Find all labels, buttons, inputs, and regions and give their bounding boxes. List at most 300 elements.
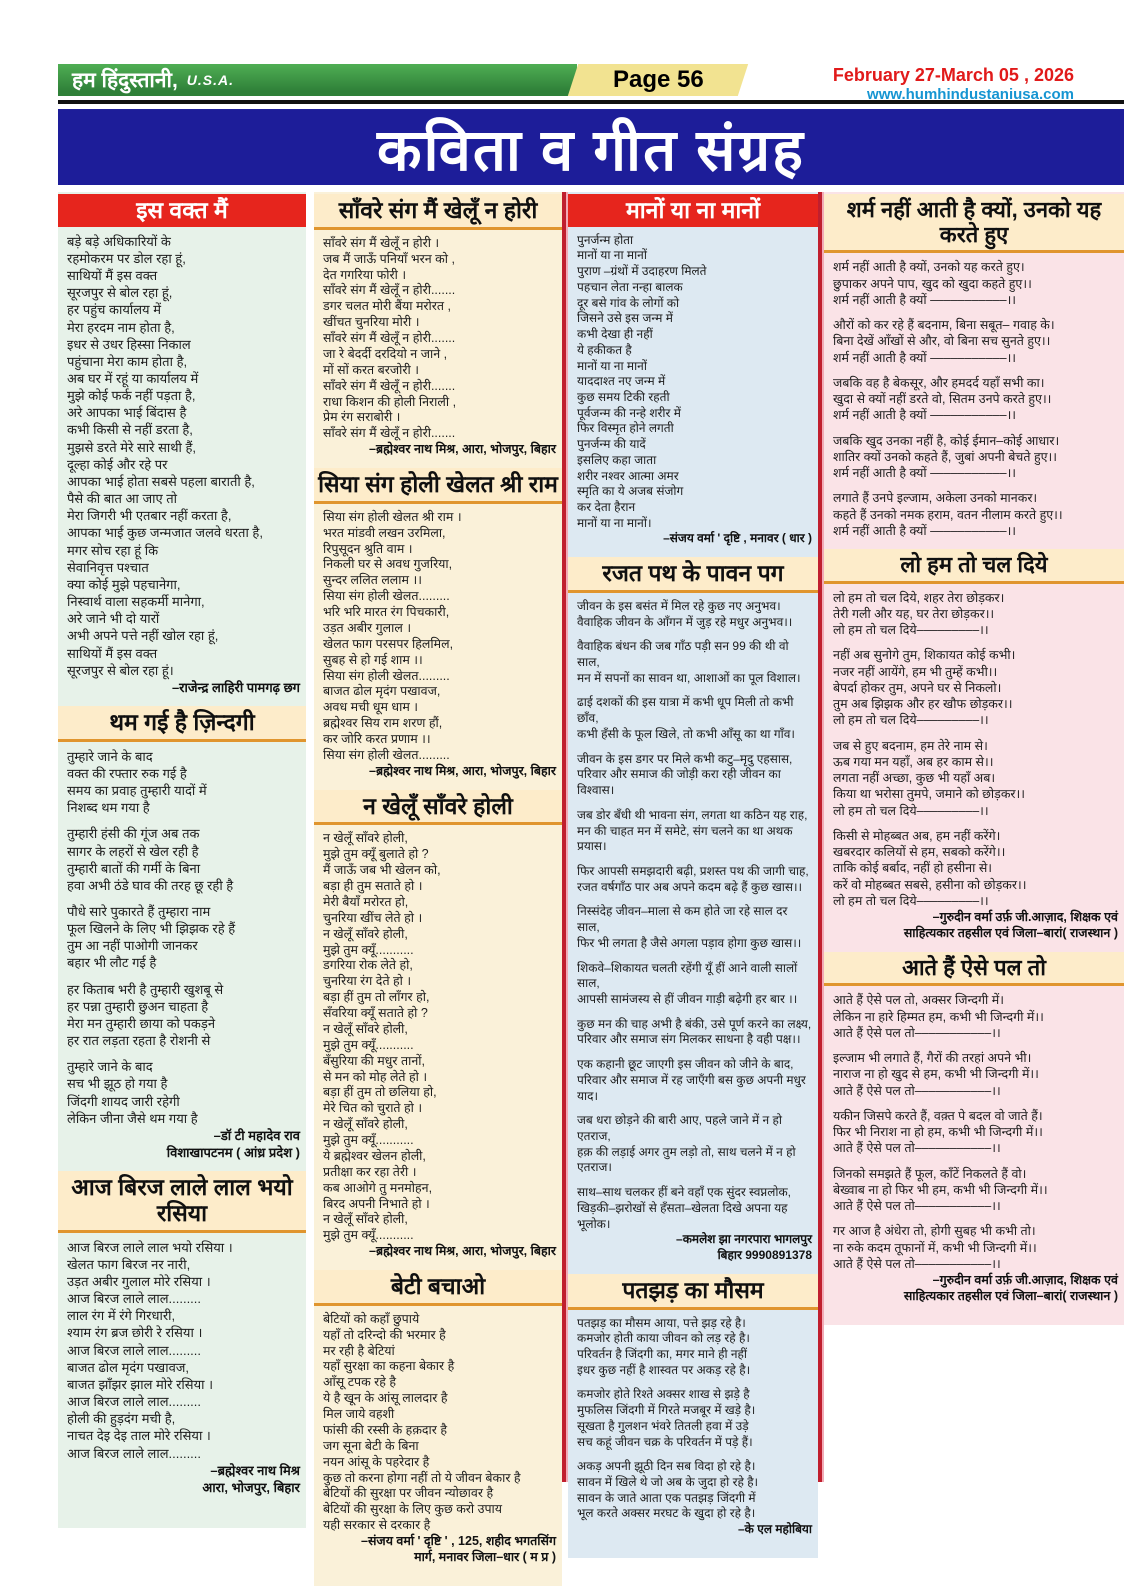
poem-line: साँवरे संग मैं खेलूँ न होरी । bbox=[323, 235, 440, 250]
poem-line: हर पन्ना तुम्हारी छुअन चाहता है bbox=[67, 998, 209, 1014]
poem-line: सिया संग होली खेलत......... bbox=[323, 747, 450, 762]
poem-line: अकड़ अपनी झूठी दिन सब विदा हो रहे है। bbox=[577, 1459, 756, 1474]
masthead-title: हम हिंदुस्तानी, bbox=[72, 69, 178, 92]
poem-title: लो हम तो चल दिये bbox=[824, 549, 1124, 584]
poem-line: सिया संग होली खेलत श्री राम । bbox=[323, 509, 462, 524]
poem-line: न खेलूँ साँवरे होली, bbox=[323, 1212, 408, 1227]
poem-line: खेलत फाग परसपर हिलमिल, bbox=[323, 636, 454, 651]
poem-line: इधर कुछ नहीं है शास्वत पर अकड़ रहे है। bbox=[577, 1362, 751, 1377]
column-2 bbox=[314, 192, 562, 1586]
poem-line: ढाई दशकों की इस यात्रा में कभी धूप मिली तो कभी छाँव, bbox=[577, 695, 794, 726]
poem-line: डगरिया रोक लेते हो, bbox=[323, 958, 413, 973]
poem-line: निस्संदेह जीवन–माला से कम होते जा रहे साल दर साल, bbox=[577, 904, 788, 935]
poem-line: शर्म नहीं आती है क्यों –––––––––––।। bbox=[833, 292, 1017, 307]
stanza-break bbox=[833, 819, 1118, 828]
poem-line: सच भी झूठ हो गया है bbox=[67, 1076, 168, 1092]
poem-line: बेख्वाब ना हो फिर भी हम, कभी भी जिन्दगी में।। bbox=[833, 1182, 1048, 1197]
section-title-banner bbox=[58, 109, 1124, 185]
poem-line: बड़ा हीं तुम तो लाँगर हो, bbox=[323, 990, 430, 1005]
poem-author: –ब्रह्मेश्वर नाथ मिश्र, आरा, भोजपुर, बिहार bbox=[369, 1244, 556, 1259]
poem-line: पुनर्जन्म होता bbox=[577, 232, 634, 247]
stanza-break bbox=[833, 1214, 1118, 1223]
poem-title: पतझड़ का मौसम bbox=[568, 1274, 818, 1310]
poem-line: मुझे तुम क्यूँ........... bbox=[323, 1037, 414, 1052]
poem-line: हवा अभी ठंडे घाव की तरह छू रही है bbox=[67, 877, 234, 893]
poem-line: रिपुसूदन श्रुति वाम । bbox=[323, 541, 413, 556]
poem-line: शरीर नश्वर आत्मा अमर bbox=[577, 468, 679, 483]
poem-line: समय का प्रवाह तुम्हारी यादों में bbox=[67, 783, 207, 799]
stanza-break bbox=[833, 1157, 1118, 1166]
poem-line: उड़त अबीर गुलाल । bbox=[323, 620, 412, 635]
poem-line: डगर चलत मोरी बैंया मरोरत , bbox=[323, 299, 451, 314]
poem-line: तुम्हारे जाने के बाद bbox=[67, 1059, 153, 1075]
poem-line: खिड़की–झरोखों से हँसता–खेलता दिखे अपना यह भूलोक। bbox=[577, 1200, 788, 1231]
poem-line: लगाते हैं उनपे इल्जाम, अकेला उनको मानकर। bbox=[833, 491, 1038, 506]
poem-line: किया था भरोसा तुमपे, जमाने को छोड़कर।। bbox=[833, 787, 1026, 802]
poem-line: आज बिरज लाले लाल भयो रसिया । bbox=[67, 1239, 233, 1255]
poem-line: देत गगरिया फोरी । bbox=[323, 267, 407, 282]
poem-line: आते हैं ऐसे पल तो–––––––––––।। bbox=[833, 1199, 1001, 1213]
poem-line: अब घर में रहूं या कार्यालय में bbox=[67, 371, 199, 386]
poem-line: निकली घर से अवध गुजरिया, bbox=[323, 557, 453, 572]
poem-line: इसलिए कहा जाता bbox=[577, 452, 657, 467]
poem-line: शर्म नहीं आती है क्यों, उनको यह करते हुए। bbox=[833, 260, 1025, 275]
poem-line: आपसी सामंजस्य से हीं जीवन गाड़ी बढ़ेगी हर बार ।। bbox=[577, 991, 798, 1006]
poem-title: रजत पथ के पावन पग bbox=[568, 557, 818, 593]
stanza-break bbox=[833, 308, 1118, 317]
poem-author: –गुरुदीन वर्मा उर्फ़ जी.आज़ाद, शिक्षक एवं bbox=[932, 910, 1118, 925]
poem-line: मों सों करत बरजोरी । bbox=[323, 362, 419, 377]
poem-line: बेटियों की सुरक्षा पर जीवन न्योछावर है bbox=[323, 1486, 494, 1501]
poem-line: आँसू टपक रहे है bbox=[323, 1375, 397, 1390]
poem-line: फूल खिलने के लिए भी झिझक रहे हैं bbox=[67, 921, 236, 937]
poem-line: साँवरे संग मैं खेलूँ न होरी....... bbox=[323, 331, 456, 345]
page-number-badge bbox=[568, 64, 748, 96]
poem-line: मेरे चित को चुराते हो । bbox=[323, 1101, 423, 1116]
poem-author: साहित्यकार तहसील एवं जिला–बारां( राजस्थान ) bbox=[903, 1289, 1118, 1304]
poem-title: बेटी बचाओ bbox=[314, 1270, 562, 1306]
poem-line: शर्म नहीं आती है क्यों –––––––––––।। bbox=[833, 523, 1017, 538]
poem-line: तुम्हारी बातों की गर्मी के बिना bbox=[67, 860, 201, 876]
poem-line: सावन के जाते आता एक पतझड़ जिंदगी में bbox=[577, 1490, 756, 1505]
poem-line: पुराण –ग्रंथों में उदाहरण मिलते bbox=[577, 264, 707, 279]
poem-line: साथियों मैं इस वक्त bbox=[67, 268, 158, 284]
poem-line: जबकि खुद उनका नहीं है, कोई ईमान–कोई आधार। bbox=[833, 433, 1060, 448]
poem-line: चुनरिया खींच लेते हो । bbox=[323, 910, 423, 925]
poem-author: –ब्रह्मेश्वर नाथ मिश्र, आरा, भोजपुर, बिहार bbox=[369, 442, 556, 457]
poem-line: बड़ा हीं तुम तो छलिया हो, bbox=[323, 1085, 437, 1100]
poem-body bbox=[568, 597, 818, 1272]
poem-line: पैसे की बात आ जाए तो bbox=[67, 491, 178, 507]
poem-body bbox=[314, 508, 562, 788]
poem-line: कुछ समय टिकी रहती bbox=[577, 389, 670, 404]
poem-line: कब आओगे तु मनमोहन, bbox=[323, 1180, 433, 1195]
poem-line: सँवरिया क्यूँ सताते हो ? bbox=[323, 1006, 428, 1020]
poem-body bbox=[824, 257, 1124, 547]
poem-line: यहाँ तो दरिन्दो की भरमार है bbox=[323, 1327, 446, 1342]
poem-line: लो हम तो चल दिये–––––––––।। bbox=[833, 803, 989, 818]
poem-line: राधा किशन की होली निराली , bbox=[323, 394, 457, 409]
stanza-break bbox=[67, 816, 300, 825]
poem-line: कभी हँसी के फूल खिले, तो कभी आँसू का था गाँव। bbox=[577, 726, 795, 741]
poem-line: फिर भी लगता है जैसे अगला पड़ाव होगा कुछ खास।। bbox=[577, 935, 802, 950]
poem-line: वैवाहिक बंधन की जब गाँठ पड़ी सन 99 की थी वो साल, bbox=[577, 639, 789, 670]
poem-line: अभी अपने पत्ते नहीं खोल रहा हूं, bbox=[67, 628, 219, 644]
poem-body bbox=[568, 1314, 818, 1546]
poem-line: जग सूना बेटी के बिना bbox=[323, 1438, 419, 1453]
page-number-label: Page 56 bbox=[612, 66, 704, 93]
poem-line: जब धरा छोड़ने की बारी आए, पहले जाने में न हो एतराज, bbox=[577, 1113, 782, 1143]
poem-line: जिनको समझते हैं फूल, काँटें निकलते हैं वो। bbox=[833, 1166, 1027, 1181]
poem-body bbox=[568, 231, 818, 555]
poem-line: मेरा हरदम नाम होता है, bbox=[67, 319, 175, 335]
poem-line: मन में सपनों का सावन था, आशाओं का पूल विशाल। bbox=[577, 670, 801, 685]
website-link[interactable]: www.humhindustaniusa.com bbox=[867, 85, 1074, 103]
poem-line: शर्म नहीं आती है क्यों –––––––––––।। bbox=[833, 350, 1017, 365]
poem-author: –डॉ टी महादेव राव bbox=[213, 1127, 300, 1143]
poem-line: निस्वार्थ वाला सहकर्मी मानेगा, bbox=[67, 594, 205, 610]
poem-line: लो हम तो चल दिये–––––––––।। bbox=[833, 893, 989, 908]
poem-line: बेपर्दा होकर तुम, अपने घर से निकलो। bbox=[833, 680, 1002, 695]
stanza-break bbox=[577, 1176, 812, 1185]
poem-body bbox=[824, 990, 1124, 1312]
poem-line: मुझसे डरते मेरे सारे साथी हैं, bbox=[67, 439, 197, 455]
section-title: कविता व गीत संग्रह bbox=[377, 117, 805, 183]
poem-line: बड़ा ही तुम सताते हो । bbox=[323, 879, 423, 893]
poem-line: बिरद अपनी निभाते हो । bbox=[323, 1196, 430, 1211]
poem-line: प्रतीक्षा कर रहा तेरी । bbox=[323, 1164, 417, 1179]
poem-line: न खेलूँ साँवरे होली, bbox=[323, 1117, 408, 1132]
poem-line: तुम आ नहीं पाओगी जानकर bbox=[67, 938, 198, 954]
poem-line: साथ–साथ चलकर हीं बने वहाँ एक सुंदर स्वप्नलोक, bbox=[577, 1185, 792, 1200]
poem-line: सुबह से हो गई शाम ।। bbox=[323, 652, 423, 667]
poem-line: आते हैं ऐसे पल तो–––––––––––।। bbox=[833, 1025, 1001, 1040]
stanza-break bbox=[577, 799, 812, 808]
poem-line: जीवन के इस डगर पर मिले कभी कटु–मृदु एहसास, bbox=[577, 751, 793, 766]
poem-line: पौधे सारे पुकारते हैं तुम्हारा नाम bbox=[67, 903, 211, 919]
poem-line: जब डोर बँधी थी भावना संग, लगता था कठिन यह राह, bbox=[577, 807, 808, 822]
poem-line: मुझे तुम क्यूँ........... bbox=[323, 1228, 414, 1243]
poem-line: श्याम रंग ब्रज छोरी रे रसिया । bbox=[67, 1325, 203, 1341]
poem-line: आते हैं ऐसे पल तो–––––––––––।। bbox=[833, 1141, 1001, 1156]
poem-line: लो हम तो चल दिये, शहर तेरा छोड़कर। bbox=[833, 590, 1005, 605]
poem-line: सच कहूं जीवन चक्र के परिवर्तन में पड़े हैं। bbox=[577, 1434, 753, 1449]
poem-line: लगता नहीं अच्छा, कुछ भी यहाँ अब। bbox=[833, 771, 996, 786]
poem-author: साहित्यकार तहसील एवं जिला–बारां( राजस्थान ) bbox=[903, 926, 1118, 941]
stanza-break bbox=[833, 1099, 1118, 1108]
poem-author: –ब्रह्मेश्वर नाथ मिश्र bbox=[210, 1462, 300, 1478]
stanza-break bbox=[577, 1048, 812, 1057]
poem-line: आते हैं ऐसे पल तो–––––––––––।। bbox=[833, 1083, 1001, 1098]
poem-line: मुफलिस जिंदगी में गिरते मजबूर में खड़े है। bbox=[577, 1403, 756, 1418]
poem-line: खेलत फाग बिरज नर नारी, bbox=[67, 1256, 191, 1272]
poem-line: जब मैं जाऊँ पनियाँ भरन को , bbox=[323, 251, 455, 266]
poem-line: कभी देखा ही नहीं bbox=[577, 327, 653, 342]
columns-area bbox=[0, 185, 1135, 1586]
poem-line: मन की चाहत मन में समेटे, संग चलने का था अथक प्रयास। bbox=[577, 823, 793, 854]
poem-title: मानों या ना मानों bbox=[568, 194, 818, 227]
poem-line: बाजत ढोल मृदंग पखावज, bbox=[323, 684, 441, 699]
masthead-banner bbox=[58, 64, 577, 96]
poem-line: मुझे तुम क्यूँ........... bbox=[323, 1133, 414, 1147]
poem-line: सिया संग होली खेलत......... bbox=[323, 589, 450, 604]
poem-line: न खेलूँ साँवरे होली, bbox=[323, 831, 408, 846]
poem-line: साथियों मैं इस वक्त bbox=[67, 645, 158, 661]
poem-line: लेकिन जीना जैसे थम गया है bbox=[67, 1110, 198, 1126]
poem-line: खुदा से क्यों नहीं डरते वो, सितम उनपे करते हुए।। bbox=[833, 392, 1052, 406]
poem-line: मिल जाये वहशी bbox=[323, 1407, 395, 1421]
poem-line: आपका भाई कुछ जन्मजात जलवे धरता है, bbox=[67, 525, 263, 541]
poem-body bbox=[58, 746, 306, 1169]
poem-author: आरा, भोजपुर, बिहार bbox=[202, 1479, 300, 1495]
poem-line: लेकिन ना हारे हिम्मत हम, कभी भी जिन्दगी में।। bbox=[833, 1009, 1044, 1024]
poem-author: –गुरुदीन वर्मा उर्फ़ जी.आज़ाद, शिक्षक एवं bbox=[932, 1273, 1118, 1287]
poem-line: नाराज ना हो खुद से हम, कभी भी जिन्दगी में।। bbox=[833, 1067, 1039, 1082]
poem-line: न खेलूँ साँवरे होली, bbox=[323, 1021, 408, 1036]
masthead-row bbox=[58, 64, 1124, 103]
poem-line: कुछ मन की चाह अभी है बंकी, उसे पूर्ण करने का लक्ष्य, bbox=[577, 1016, 812, 1031]
poem-line: उड़त अबीर गुलाल मोरे रसिया । bbox=[67, 1273, 211, 1289]
stanza-break bbox=[67, 972, 300, 981]
poem-line: यही सरकार से दरकार है bbox=[323, 1518, 431, 1533]
poem-line: पूर्वजन्म की नन्हे शरीर में bbox=[577, 405, 681, 420]
column-1 bbox=[58, 192, 306, 1528]
poem-line: अरे जाने भी दो यारों bbox=[67, 611, 160, 627]
poem-title: शर्म नहीं आती है क्यों, उनको यह करते हुए bbox=[824, 194, 1124, 253]
poem-author: –संजय वर्मा ' दृष्टि ' , 125, शहीद भगतसिंग bbox=[361, 1534, 556, 1548]
poem-line: दूल्हा कोई और रहे पर bbox=[67, 456, 168, 472]
poem-line: चुनरिया रंग देते हो । bbox=[323, 974, 412, 989]
poem-line: आज बिरज लाले लाल......... bbox=[67, 1394, 202, 1410]
stanza-break bbox=[577, 630, 812, 639]
poem-line: अरे आपका भाई बिंदास है bbox=[67, 405, 187, 421]
poem-line: बहार भी लौट गई है bbox=[67, 955, 157, 971]
poem-line: नहीं अब सुनोगे तुम, शिकायत कोई कभी। bbox=[833, 648, 1016, 663]
poem-line: आते हैं ऐसे पल तो–––––––––––।। bbox=[833, 1256, 1001, 1271]
poem-title: साँवरे संग मैं खेलूँ न होरी bbox=[314, 194, 562, 230]
poem-line: फिर भी निराश ना हो हम, कभी भी जिन्दगी में।। bbox=[833, 1125, 1043, 1139]
poem-line: परिवर्तन है जिंदगी का, मगर माने ही नहीं bbox=[577, 1346, 748, 1361]
poem-line: कुछ तो करना होगा नहीं तो ये जीवन बेकार है bbox=[323, 1470, 521, 1485]
stanza-break bbox=[833, 366, 1118, 375]
poem-line: लो हम तो चल दिये–––––––––।। bbox=[833, 623, 989, 638]
poem-line: पतझड़ का मौसम आया, पत्ते झड़ रहे है। bbox=[577, 1315, 746, 1330]
poem-line: कभी किसी से नहीं डरता है, bbox=[67, 422, 193, 438]
column-3 bbox=[568, 192, 818, 1558]
stanza-break bbox=[577, 1378, 812, 1387]
poem-line: दूर बसे गांव के लोगों को bbox=[577, 295, 680, 310]
poem-title: आज बिरज लाले लाल भयो रसिया bbox=[58, 1171, 306, 1233]
poem-body bbox=[58, 1237, 306, 1504]
poem-body bbox=[314, 234, 562, 466]
poem-line: किसी से मोहब्बत अब, हम नहीं करेंगे। bbox=[833, 828, 1001, 843]
poem-line: होली की हुड़दंग मची है, bbox=[67, 1411, 176, 1427]
poem-line: वैवाहिक जीवन के आँगन में जुड़ रहे मधुर अनुभव।। bbox=[577, 614, 793, 629]
poem-body bbox=[314, 829, 562, 1268]
poem-line: ऊब गया मन यहाँ, अब हर काम से।। bbox=[833, 754, 994, 769]
poem-line: कमजोर होती काया जीवन को लड़ रहे है। bbox=[577, 1331, 750, 1346]
poem-line: गर आज है अंधेरा तो, होगी सुबह भी कभी तो। bbox=[833, 1224, 1036, 1239]
poem-line: फिर विस्मृत होने लगती bbox=[577, 421, 674, 436]
poem-line: रहमोकरम पर डोल रहा हूं, bbox=[67, 250, 186, 266]
poem-line: बाजत ढोल मृदंग पखावज, bbox=[67, 1359, 190, 1375]
poem-line: खबरदार कलियों से हम, सबको करेंगे।। bbox=[833, 845, 1006, 860]
poem-line: परिवार और समाज की जोड़ी करा रही जीवन का विश्वास। bbox=[577, 767, 781, 798]
poem-title: थम गई है ज़िन्दगी bbox=[58, 706, 306, 742]
poem-line: फांसी की रस्सी के हक़दार है bbox=[323, 1422, 448, 1437]
poem-line: कर जोरि करत प्रणाम ।। bbox=[323, 732, 431, 746]
poem-title: आते हैं ऐसे पल तो bbox=[824, 952, 1124, 987]
poem-line: साँवरे संग मैं खेलूँ न होरी....... bbox=[323, 283, 456, 298]
poem-line: परिवार और समाज संग मिलकर साधना है वही पक्ष।। bbox=[577, 1032, 801, 1047]
poem-line: मेरी बैयाँ मरोरत हो, bbox=[323, 894, 409, 909]
poem-line: फिर आपसी समझदारी बढ़ी, प्रशस्त पथ की जागी चाह, bbox=[577, 863, 809, 878]
poem-author: विशाखापटनम ( आंध्र प्रदेश ) bbox=[166, 1145, 300, 1160]
stanza-break bbox=[67, 894, 300, 903]
poem-line: सागर के लहरों से खेल रही है bbox=[67, 843, 199, 859]
poem-line: यकीन जिसपे करते हैं, वक़्त पे बदल वो जाते हैं। bbox=[833, 1108, 1043, 1123]
poem-line: मेरा मन तुम्हारी छाया को पकड़ने bbox=[67, 1015, 216, 1031]
poem-line: भूल करते अक्सर मरघट के खुदा हो रहे है। bbox=[577, 1506, 756, 1521]
poem-line: रजत वर्षगाँठ पार अब अपने कदम बढ़े हैं कुछ खास।। bbox=[577, 879, 803, 894]
poem-line: अवध मची धूम धाम । bbox=[323, 700, 419, 715]
poem-line: सावन में खिले थे जो अब के जुदा हो रहे है। bbox=[577, 1474, 759, 1489]
poem-line: मुझे तुम क्यूँ बुलाते हो ? bbox=[323, 847, 429, 862]
poem-line: औरों को कर रहे हैं बदनाम, बिना सबूत– गवाह के। bbox=[833, 318, 1055, 332]
poem-line: याददाश्त नए जन्म में bbox=[577, 374, 666, 389]
poem-line: नाचत देइ देइ ताल मोरे रसिया । bbox=[67, 1428, 211, 1444]
poem-line: तुम अब झिझक और हर खौफ छोड़कर।। bbox=[833, 697, 1013, 712]
poem-line: जिसने उसे इस जन्म में bbox=[577, 311, 673, 326]
poem-line: मुझे कोई फर्क नहीं पड़ता है, bbox=[67, 388, 196, 404]
poem-line: ब्रह्मेश्वर सिय राम शरण हौं, bbox=[323, 716, 443, 731]
poem-line: शर्म नहीं आती है क्यों –––––––––––।। bbox=[833, 408, 1017, 423]
poem-line: शातिर क्यों उनको कहते हैं, जुबां अपनी बेचते हुए।। bbox=[833, 449, 1057, 464]
poem-line: भरत मांडवी लखन उरमिला, bbox=[323, 525, 446, 540]
poem-line: परिवार और समाज में रह जाएँगी बस कुछ अपनी मधुर याद। bbox=[577, 1072, 806, 1103]
stanza-break bbox=[577, 743, 812, 752]
stanza-break bbox=[67, 1049, 300, 1058]
poem-line: मेरा जिगरी भी एतबार नहीं करता है, bbox=[67, 508, 232, 524]
poem-line: बेटियों की सुरक्षा के लिए कुछ करो उपाय bbox=[323, 1502, 503, 1517]
poem-line: स्मृति का ये अजब संजोग bbox=[577, 484, 684, 499]
poem-line: ये है खून के आंसू लालदार है bbox=[323, 1391, 448, 1406]
stanza-break bbox=[833, 638, 1118, 647]
poem-line: इल्जाम भी लगाते हैं, गैरों की तरहां अपने भी। bbox=[833, 1051, 1032, 1065]
header-right-block bbox=[832, 64, 1124, 103]
poem-line: साँवरे संग मैं खेलूँ न होरी....... bbox=[323, 426, 456, 441]
poem-line: शर्म नहीं आती है क्यों –––––––––––।। bbox=[833, 466, 1017, 480]
poem-author: –के एल महोबिया bbox=[737, 1522, 812, 1537]
poem-line: हर किताब भरी है तुम्हारी खुशबू से bbox=[67, 981, 224, 997]
poem-line: नयन आंसू के पहरेदार है bbox=[323, 1454, 430, 1469]
poem-line: जबकि वह है बेकसूर, और हमदर्द यहाँ सभी का। bbox=[833, 375, 1045, 390]
stanza-break bbox=[577, 952, 812, 961]
poem-line: बेटियों को कहाँ छुपाये bbox=[323, 1311, 420, 1326]
poem-line: साँवरे संग मैं खेलूँ न होरी....... bbox=[323, 378, 456, 393]
poem-title: इस वक्त मैं bbox=[58, 194, 306, 227]
poem-line: सेवानिवृत्त पश्चात bbox=[67, 559, 149, 575]
poem-author: –कमलेश झा नगरपारा भागलपुर bbox=[676, 1232, 812, 1247]
poem-line: क्या कोई मुझे पहचानेगा, bbox=[67, 576, 181, 592]
poem-line: खींचत चुनरिया मोरी । bbox=[323, 315, 420, 330]
poem-body bbox=[824, 588, 1124, 950]
poem-line: बड़े बड़े अधिकारियों के bbox=[67, 233, 171, 249]
poem-line: हर पहुंच कार्यालय में bbox=[67, 302, 161, 318]
poem-line: लाल रंग में रंगे गिरधारी, bbox=[67, 1308, 176, 1324]
poem-line: भरि भरि मारत रंग पिचकारी, bbox=[323, 605, 450, 619]
stanza-break bbox=[833, 729, 1118, 738]
poem-line: नजर नहीं आयेंगे, हम भी तुम्हें कभी।। bbox=[833, 664, 998, 679]
poem-line: प्रेम रंग सराबोरी । bbox=[323, 410, 401, 425]
poem-line: मानों या ना मानों। bbox=[577, 515, 652, 530]
poem-line: न खेलूँ साँवरे होली, bbox=[323, 926, 408, 941]
stanza-break bbox=[833, 1041, 1118, 1050]
poem-line: सूखता है गुलशन भंवरे तितली हवा में उड़े bbox=[577, 1418, 749, 1433]
poem-line: जब से हुए बदनाम, हम तेरे नाम से। bbox=[833, 738, 988, 753]
poem-line: ना रुके कदम तूफानों में, कभी भी जिन्दगी में।। bbox=[833, 1240, 1037, 1255]
poem-author: मार्ग, मनावर जिला–धार ( म प्र ) bbox=[414, 1549, 556, 1564]
poem-line: सिया संग होली खेलत......... bbox=[323, 668, 450, 683]
poem-line: कहते हैं उनको नमक हराम, वतन नीलाम करते हुए।। bbox=[833, 507, 1063, 522]
poem-line: जा रे बेदर्दी दरदियो न जाने , bbox=[323, 346, 448, 361]
poem-title: न खेलूँ साँवरे होली bbox=[314, 790, 562, 826]
poem-line: छुपाकर अपने पाप, खुद को खुदा कहते हुए।। bbox=[833, 276, 1032, 291]
poem-line: यहाँ सुरक्षा का कहना बेकार है bbox=[323, 1359, 455, 1374]
issue-date: February 27-March 05 , 2026 bbox=[832, 65, 1074, 85]
poem-line: तेरी गली और यह, घर तेरा छोड़कर।। bbox=[833, 606, 995, 621]
poem-line: आज बिरज लाले लाल......... bbox=[67, 1445, 202, 1461]
poem-line: कर देता हैरान bbox=[577, 499, 636, 514]
poem-line: हर रात लड़ता रहता है रोशनी से bbox=[67, 1033, 211, 1049]
poem-line: वक्त की रफ्तार रुक गई है bbox=[67, 765, 187, 781]
stanza-break bbox=[577, 1450, 812, 1459]
poem-body bbox=[58, 231, 306, 704]
poem-line: मर रही है बेटियां bbox=[323, 1343, 395, 1358]
poem-line: पहुंचाना मेरा काम होता है, bbox=[67, 353, 188, 369]
poem-author: –संजय वर्मा ' दृष्टि , मनावर ( धार ) bbox=[663, 531, 812, 546]
poem-line: मानों या ना मानों bbox=[577, 358, 647, 373]
poem-line: इधर से उधर हिस्सा निकाल bbox=[67, 336, 191, 352]
poem-line: बँसुरिया की मधुर तानों, bbox=[323, 1053, 425, 1068]
poem-line: कमजोर होते रिश्ते अक्सर शाख से झड़े है bbox=[577, 1387, 750, 1402]
poem-line: मगर सोच रहा हूं कि bbox=[67, 542, 159, 558]
stanza-break bbox=[833, 424, 1118, 433]
stanza-break bbox=[577, 895, 812, 904]
poem-line: आज बिरज लाले लाल......... bbox=[67, 1342, 202, 1358]
stanza-break bbox=[833, 481, 1118, 490]
masthead-country: U.S.A. bbox=[186, 72, 235, 88]
poem-line: सूरजपुर से बोल रहा हूं। bbox=[67, 662, 174, 678]
stanza-break bbox=[577, 855, 812, 864]
poem-line: आज बिरज लाले लाल......... bbox=[67, 1291, 202, 1307]
poem-line: पहचान लेता नन्हा बालक bbox=[577, 279, 683, 294]
poem-line: हक़ की लड़ाई अगर तुम लड़ो तो, साथ चलने में न हो एतराज। bbox=[577, 1144, 796, 1175]
poem-line: शिकवे–शिकायत चलती रहेंगी यूँ हीं आने वाली सालों साल, bbox=[577, 960, 798, 991]
poem-line: बाजत झाँझर झाल मोरे रसिया । bbox=[67, 1376, 214, 1392]
poem-line: करें वो मोहब्बत सबसे, हसीना को छोड़कर।। bbox=[833, 877, 1027, 892]
poem-body bbox=[314, 1310, 562, 1574]
column-4 bbox=[824, 192, 1124, 1325]
poem-line: मुझे तुम क्यूँ........... bbox=[323, 942, 414, 957]
poem-line: सूरजपुर से बोल रहा हूं, bbox=[67, 285, 173, 301]
poem-line: ताकि कोई बर्बाद, नहीं हो हसीना से। bbox=[833, 861, 993, 876]
page-header bbox=[0, 0, 1124, 185]
stanza-break bbox=[577, 686, 812, 695]
poem-line: पुनर्जन्म की यादें bbox=[577, 437, 646, 452]
poem-line: से मन को मोह लेते हो । bbox=[323, 1069, 428, 1084]
poem-line: मानों या ना मानों bbox=[577, 248, 647, 263]
